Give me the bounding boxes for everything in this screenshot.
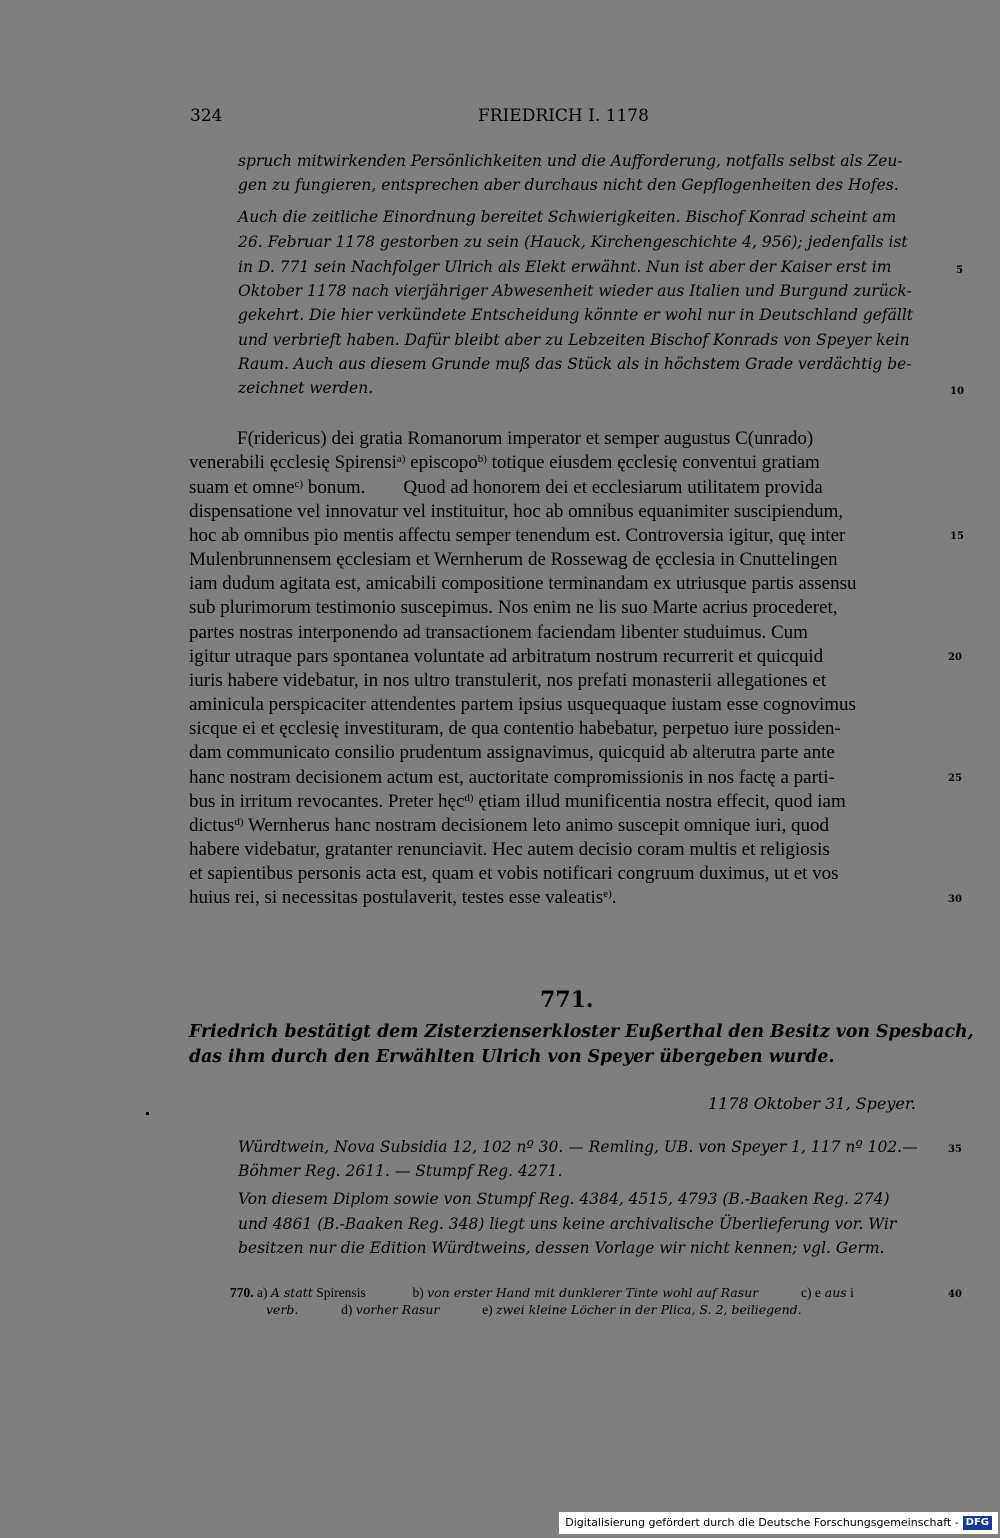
footnote-marker: e) [603, 888, 612, 900]
charter-line: huius rei, si necessitas postulaverit, testes esse valeatis$^{e)}$. [189, 887, 617, 908]
line-number: 25 [948, 773, 962, 784]
commentary-line: und verbrieft haben. Dafür bleibt aber zu Lebzeiten Bischof Konrads von Speyer kein [238, 331, 910, 349]
tradition-line: Würdtwein, Nova Subsidia 12, 102 nº 30. — Remling, UB. von Speyer 1, 117 nº 102.— [238, 1138, 918, 1156]
charter-line: hanc nostram decisionem actum est, auctoritate compromissionis in nos factę a parti- [189, 767, 835, 788]
commentary-line: gekehrt. Die hier verkündete Entscheidung könnte er wohl nur in Deutschland gefällt [238, 306, 914, 324]
summary-line: das ihm durch den Erwählten Ulrich von Speyer übergeben wurde. [189, 1047, 835, 1067]
charter-line: sicque ei et ęcclesię investituram, de qua contentio habebatur, perpetuo iure possiden- [189, 718, 841, 739]
notes-line: besitzen nur die Edition Würdtweins, dessen Vorlage wir nicht kennen; vgl. Germ. [238, 1239, 885, 1257]
margin-mark [146, 1112, 149, 1115]
charter-line: iuris habere videbatur, in nos ultro transtulerit, nos prefati monasterii allegationes et [189, 670, 827, 691]
footnote-marker: a) [396, 453, 406, 465]
footnote-marker: d) [234, 816, 244, 828]
commentary-line: Auch die zeitliche Einordnung bereitet Schwierigkeiten. Bischof Konrad scheint am [238, 208, 897, 226]
commentary-line: gen zu fungieren, entsprechen aber durchaus nicht den Gepflogenheiten des Hofes. [238, 176, 899, 194]
page-number: 324 [190, 106, 223, 126]
charter-line: suam et omne$^{c)}$ bonum. Quod ad honorem dei et ecclesiarum utilitatem provida [189, 477, 823, 498]
charter-line: venerabili ęcclesię Spirensi$^{a)}$ episcopo$^{b)}$ totique eiusdem ęcclesię conventui gratiam [189, 452, 820, 473]
charter-line: igitur utraque pars spontanea voluntate ad arbitratum nostrum recurrerit et quicquid [189, 646, 824, 667]
commentary-line: spruch mitwirkenden Persönlichkeiten und die Aufforderung, notfalls selbst als Zeu- [238, 152, 903, 170]
charter-line: dictus$^{d)}$ Wernherus hanc nostram decisionem leto animo suscepit omnique iuri, quod [189, 815, 829, 836]
line-number: 30 [948, 894, 962, 905]
commentary-line: Oktober 1178 nach vierjähriger Abwesenheit wieder aus Italien und Burgund zurück- [238, 282, 912, 300]
notes-line: Von diesem Diplom sowie von Stumpf Reg. 4384, 4515, 4793 (B.-Baaken Reg. 274) [238, 1190, 890, 1208]
running-title: FRIEDRICH I. 1178 [478, 106, 649, 126]
footnote-marker: c) [294, 478, 304, 490]
charter-line: bus in irritum revocantes. Preter hęc$^{d)}$ ętiam illud munificentia nostra effecit, quod iam [189, 791, 846, 812]
footnote-ref: 770. [230, 1285, 254, 1300]
summary-line: Friedrich bestätigt dem Zisterzienserkloster Eußerthal den Besitz von Spesbach, [189, 1022, 974, 1042]
charter-line: partes nostras interponendo ad transactionem faciendam libenter studuimus. Cum [189, 622, 808, 643]
commentary-line: in D. 771 sein Nachfolger Ulrich als Elekt erwähnt. Nun ist aber der Kaiser erst im [238, 258, 892, 276]
charter-line: F(ridericus) dei gratia Romanorum imperator et semper augustus C(unrado) [237, 428, 814, 449]
charter-line: dam communicato consilio prudentum assignavimus, quicquid ab alterutra parte ante [189, 742, 835, 763]
footnote-marker: d) [464, 792, 474, 804]
line-number: 40 [948, 1289, 962, 1300]
charter-line: hoc ab omnibus pio mentis affectu semper tenendum est. Controversia igitur, quę inter [189, 525, 846, 546]
footnote-line: verb. d) vorher Rasur e) zwei kleine Löcher in der Plica, S. 2, beiliegend. [266, 1302, 802, 1317]
line-number: 35 [948, 1144, 962, 1155]
dfg-logo: DFG [963, 1516, 992, 1530]
charter-line: et sapientibus personis acta est, quam et vobis notificari congruum duximus, ut et vos [189, 863, 839, 884]
footnote-line: 770. a) A statt Spirensis b) von erster Hand mit dunklerer Tinte wohl auf Rasur c) e aus i [230, 1285, 854, 1300]
line-number: 15 [950, 531, 964, 542]
footnote-marker: b) [477, 453, 487, 465]
commentary-line: zeichnet werden. [238, 379, 374, 397]
charter-line: sub plurimorum testimonio suscepimus. Nos enim ne lis suo Marte acrius procederet, [189, 597, 838, 618]
date-place: 1178 Oktober 31, Speyer. [708, 1094, 916, 1113]
charter-line: dispensatione vel innovatur vel instituitur, hoc ab omnibus equanimiter suscipiendum, [189, 501, 844, 522]
notes-line: und 4861 (B.-Baaken Reg. 348) liegt uns keine archivalische Überlieferung vor. Wir [238, 1215, 897, 1233]
commentary-line: Raum. Auch aus diesem Grunde muß das Stück als in höchstem Grade verdächtig be- [238, 355, 912, 373]
line-number: 5 [956, 265, 963, 276]
charter-line: iam dudum agitata est, amicabili compositione terminandam ex utriusque partis assensu [189, 573, 857, 594]
tradition-line: Böhmer Reg. 2611. — Stumpf Reg. 4271. [238, 1162, 563, 1180]
charter-line: Mulenbrunnensem ęcclesiam et Wernherum de Rossewag de ęcclesia in Cnuttelingen [189, 549, 838, 570]
charter-line: aminicula perspicaciter attendentes partem ipsius usquequaque iustam esse cognovimus [189, 694, 856, 715]
digitization-banner: Digitalisierung gefördert durch die Deutsche Forschungsgemeinschaft - DFG [559, 1512, 998, 1534]
line-number: 10 [950, 386, 964, 397]
document-number: 771. [540, 987, 594, 1013]
commentary-line: 26. Februar 1178 gestorben zu sein (Hauck, Kirchengeschichte 4, 956); jedenfalls ist [238, 233, 908, 251]
line-number: 20 [948, 652, 962, 663]
charter-line: habere videbatur, gratanter renunciavit. Hec autem decisio coram multis et religiosis [189, 839, 830, 860]
